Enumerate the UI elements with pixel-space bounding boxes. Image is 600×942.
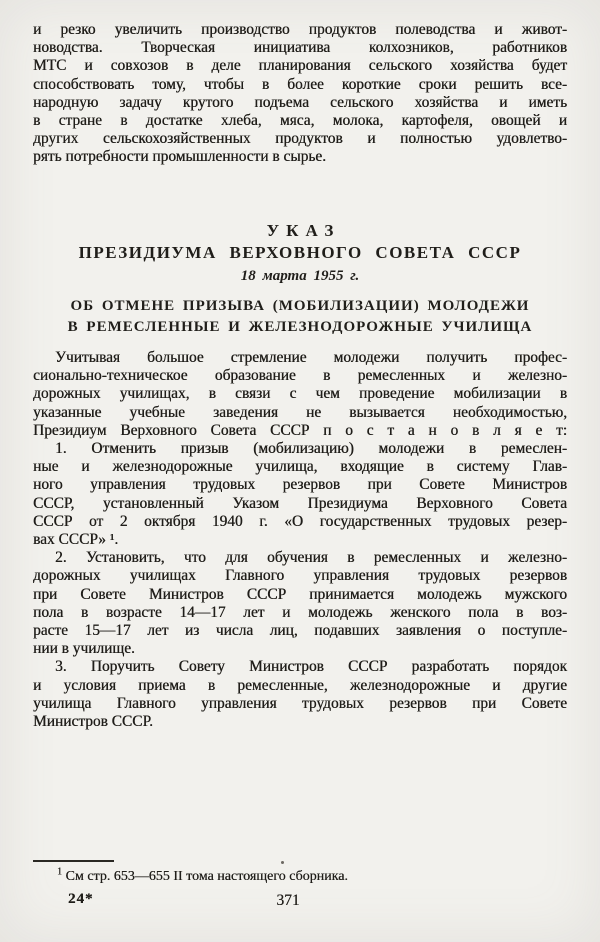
text-line: Президиум Верховного Совета СССР п о с т а н о в л я е т: — [33, 421, 567, 439]
text-line: народную задачу крутого подъема сельского хозяйства и иметь — [33, 93, 567, 111]
text-line: рять потребности промышленности в сырье. — [33, 148, 326, 166]
scan-speck — [281, 861, 284, 864]
footnote-divider — [33, 860, 114, 862]
text-line: СССР от 2 октября 1940 г. «О государственных трудовых резер- — [33, 512, 567, 530]
text-line: ные и железнодорожные училища, входящие в систему Глав- — [33, 458, 567, 476]
text-line: дорожных училищах, в связи с чем проведение мобилизации в — [33, 385, 567, 403]
text-line: и резко увеличить производство продуктов полеводства и живот- — [33, 21, 567, 38]
text-line: при Совете Министров СССР принимается молодежь мужского — [33, 585, 567, 603]
text-line: нии в училище. — [33, 640, 135, 658]
text-line: пола в возрасте 14—17 лет и молодежь женского пола в воз- — [33, 603, 567, 621]
signature-mark: 24* — [68, 891, 94, 907]
decree-subject — [33, 296, 567, 337]
text-line: 3. Поручить Совету Министров СССР разработать порядок — [55, 658, 567, 676]
text-line: способствовать тому, чтобы в более короткие сроки решить все- — [33, 75, 567, 93]
footnote-text: См стр. 653—655 II тома настоящего сборника. — [65, 869, 348, 884]
text-line: СССР, установленный Указом Президиума Верховного Совета — [33, 494, 567, 512]
text-line: МТС и совхозов в деле планирования сельского хозяйства будет — [33, 57, 567, 75]
decree-subject-line-1: ОБ ОТМЕНЕ ПРИЗЫВА (МОБИЛИЗАЦИИ) МОЛОДЕЖИ — [70, 298, 530, 314]
decree-issuer: ПРЕЗИДИУМА ВЕРХОВНОГО СОВЕТА СССР — [78, 243, 522, 262]
footnote-marker: 1 — [57, 866, 62, 878]
text-line: ного управления трудовых резервов при Совете Министров — [33, 476, 567, 494]
text-line: других сельскохозяйственных продуктов и полностью удовлетво- — [33, 130, 567, 148]
text-line: новодства. Творческая инициатива колхозников, работников — [33, 39, 567, 57]
text-line: сионально-техническое образование в ремесленных и железно- — [33, 367, 567, 385]
text-line: расте 15—17 лет из числа лиц, подавших заявления о поступле- — [33, 622, 567, 640]
decree-body — [33, 349, 567, 731]
text-line: 2. Установить, что для обучения в ремесленных и железно- — [55, 549, 567, 567]
text-line: Министров СССР. — [33, 713, 153, 731]
page-number: 371 — [276, 892, 300, 909]
footnote — [33, 868, 567, 885]
text-line: Учитывая большое стремление молодежи получить профес- — [55, 349, 567, 366]
text-line: училища Главного управления трудовых резервов при Совете — [33, 694, 567, 712]
intro-paragraph — [33, 21, 567, 167]
text-line: дорожных училищах Главного управления трудовых резервов — [33, 567, 567, 585]
decree-subject-line-2: В РЕМЕСЛЕННЫЕ И ЖЕЛЕЗНОДОРОЖНЫЕ УЧИЛИЩА — [67, 318, 533, 335]
decree-date: 18 марта 1955 г. — [240, 268, 360, 284]
text-line: в стране в достатке хлеба, мяса, молока, картофеля, овощей и — [33, 112, 567, 130]
decree-title: УКАЗ — [266, 221, 341, 240]
text-line: 1. Отменить призыв (мобилизацию) молодежи в ремеслен- — [55, 440, 567, 458]
text-line: вах СССР» ¹. — [33, 531, 119, 549]
text-line: и условия приема в ремесленные, железнодорожные и другие — [33, 676, 567, 694]
text-line: указанные учебные заведения не вызывается необходимостью, — [33, 403, 567, 421]
